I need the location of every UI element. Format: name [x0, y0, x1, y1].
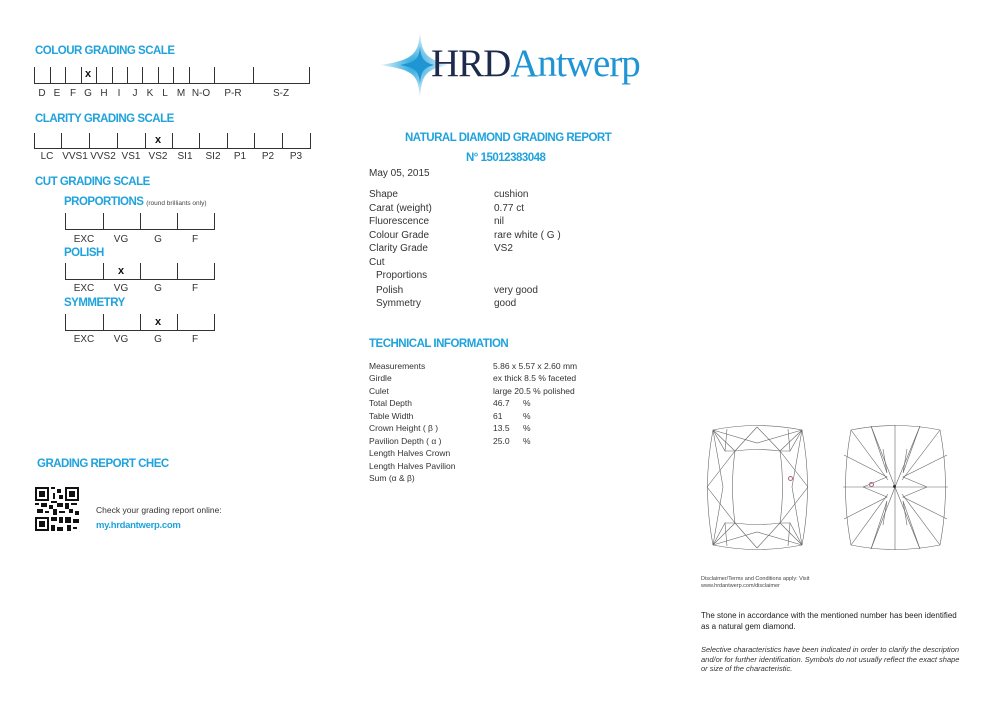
natural-diamond-statement: The stone in accordance with the mentioned number has been identified as a natural gem diamond. [701, 611, 957, 631]
proportions-title-text: PROPORTIONS [64, 196, 144, 208]
colour-grade-label: F [69, 88, 77, 99]
cut-grade-label: F [191, 334, 199, 345]
cut-grade-label: F [191, 283, 199, 294]
colour-grade-label: D [38, 88, 46, 99]
hrd-logo [378, 30, 648, 100]
clarity-grade-label: VVS1 [62, 151, 88, 162]
symmetry-title: SYMMETRY [64, 297, 125, 309]
tech-label: Sum (α & β) [369, 473, 415, 483]
field-label: Clarity Grade [369, 243, 428, 254]
cut-grade-label: F [191, 234, 199, 245]
clarity-grade-label: LC [40, 151, 54, 162]
field-value: good [494, 298, 517, 309]
culet-point [893, 485, 896, 488]
tech-unit: % [523, 398, 531, 408]
colour-mark: x [84, 68, 92, 80]
tech-label: Girdle [369, 373, 392, 383]
clarity-grade-label: VS1 [121, 151, 141, 162]
characteristics-note: Selective characteristics have been indicated in order to clarify the description and/or for further identification. Symbols do not usually reflect the exact shape or size of the characteristic. [701, 645, 960, 673]
cut-grade-label: VG [113, 234, 129, 245]
diamond-crown-diagram [705, 425, 810, 550]
cut-grade-label: EXC [73, 283, 95, 294]
tech-label: Crown Height ( β ) [369, 423, 439, 433]
technical-title: TECHNICAL INFORMATION [369, 338, 509, 350]
diamond-pavilion-diagram [843, 425, 948, 550]
cut-grade-label: EXC [73, 334, 95, 345]
report-check-text: Check your grading report online: [96, 505, 222, 515]
polish-mark: x [117, 265, 125, 277]
colour-grade-label: G [84, 88, 92, 99]
clarity-mark: x [154, 134, 162, 146]
tech-unit: % [523, 423, 531, 433]
colour-grade-label: L [162, 88, 168, 99]
tech-value: 61 [493, 411, 503, 421]
field-label: Polish [376, 285, 404, 296]
polish-title: POLISH [64, 247, 104, 259]
cut-grade-label: VG [113, 334, 129, 345]
clarity-grade-label: P2 [261, 151, 275, 162]
colour-grade-label: P-R [224, 88, 242, 99]
tech-label: Table Width [369, 411, 414, 421]
field-value: rare white ( G ) [494, 230, 561, 241]
proportions-note: (round brilliants only) [146, 200, 207, 207]
report-date: May 05, 2015 [369, 168, 430, 179]
tech-label: Measurements [369, 361, 426, 371]
field-label: Colour Grade [369, 230, 430, 241]
report-check-link[interactable]: my.hrdantwerp.com [96, 520, 181, 531]
field-value: cushion [494, 189, 529, 200]
field-value: VS2 [494, 243, 513, 254]
clarity-grade-label: P3 [289, 151, 303, 162]
colour-grade-label: J [132, 88, 138, 99]
cut-grade-label: G [154, 234, 162, 245]
cut-scale-title: CUT GRADING SCALE [35, 176, 150, 188]
field-label: Proportions [376, 270, 428, 281]
tech-label: Culet [369, 386, 389, 396]
report-title: NATURAL DIAMOND GRADING REPORT [405, 132, 612, 144]
tech-value: 5.86 x 5.57 x 2.60 mm [493, 361, 578, 371]
clarity-grade-label: P1 [233, 151, 247, 162]
colour-grade-label: S-Z [272, 88, 290, 99]
field-value: 0.77 ct [494, 203, 525, 214]
clarity-grade-label: VS2 [148, 151, 168, 162]
tech-value: 13.5 [493, 423, 510, 433]
field-label: Fluorescence [369, 216, 430, 227]
field-label: Symmetry [376, 298, 421, 309]
field-label: Carat (weight) [369, 203, 432, 214]
field-label: Shape [369, 189, 398, 200]
cut-grade-label: VG [113, 283, 129, 294]
tech-unit: % [523, 436, 531, 446]
colour-grade-label: I [117, 88, 121, 99]
report-check-title: GRADING REPORT CHEC [37, 458, 169, 470]
qr-code-icon[interactable] [35, 487, 79, 531]
clarity-scale-title: CLARITY GRADING SCALE [35, 113, 174, 125]
tech-unit: % [523, 411, 531, 421]
logo-hrd: HRD [431, 42, 511, 85]
inclusion-marker [869, 482, 874, 487]
tech-label: Length Halves Pavilion [369, 461, 456, 471]
tech-value: 25.0 [493, 436, 510, 446]
clarity-grade-label: SI1 [177, 151, 193, 162]
disclaimer-line2[interactable]: www.hrdantwerp.com/disclaimer [701, 582, 780, 589]
tech-label: Pavilion Depth ( α ) [369, 436, 442, 446]
colour-grade-label: M [176, 88, 186, 99]
field-value: very good [494, 285, 538, 296]
logo-antwerp: Antwerp [510, 42, 640, 85]
field-value: nil [494, 216, 505, 227]
cut-grade-label: G [154, 283, 162, 294]
tech-label: Total Depth [369, 398, 412, 408]
proportions-title [64, 196, 207, 208]
colour-grade-label: N-O [191, 88, 211, 99]
cut-grade-label: G [154, 334, 162, 345]
field-label: Cut [369, 257, 385, 268]
colour-grade-label: H [100, 88, 108, 99]
colour-scale-title: COLOUR GRADING SCALE [35, 45, 175, 57]
colour-grade-label: K [146, 88, 154, 99]
disclaimer-line1: Disclaimer/Terms and Conditions apply: Visit [701, 576, 810, 582]
colour-grade-label: E [53, 88, 61, 99]
symmetry-mark: x [154, 316, 162, 328]
cut-grade-label: EXC [73, 234, 95, 245]
tech-value: large 20.5 % polished [493, 386, 575, 396]
inclusion-marker [788, 476, 793, 481]
tech-label: Length Halves Crown [369, 448, 451, 458]
disclaimer [701, 576, 809, 589]
tech-value: 46.7 [493, 398, 510, 408]
clarity-grade-label: SI2 [205, 151, 221, 162]
report-number: N° 15012383048 [466, 152, 546, 164]
clarity-grade-label: VVS2 [90, 151, 116, 162]
tech-value: ex thick 8.5 % faceted [493, 373, 577, 383]
